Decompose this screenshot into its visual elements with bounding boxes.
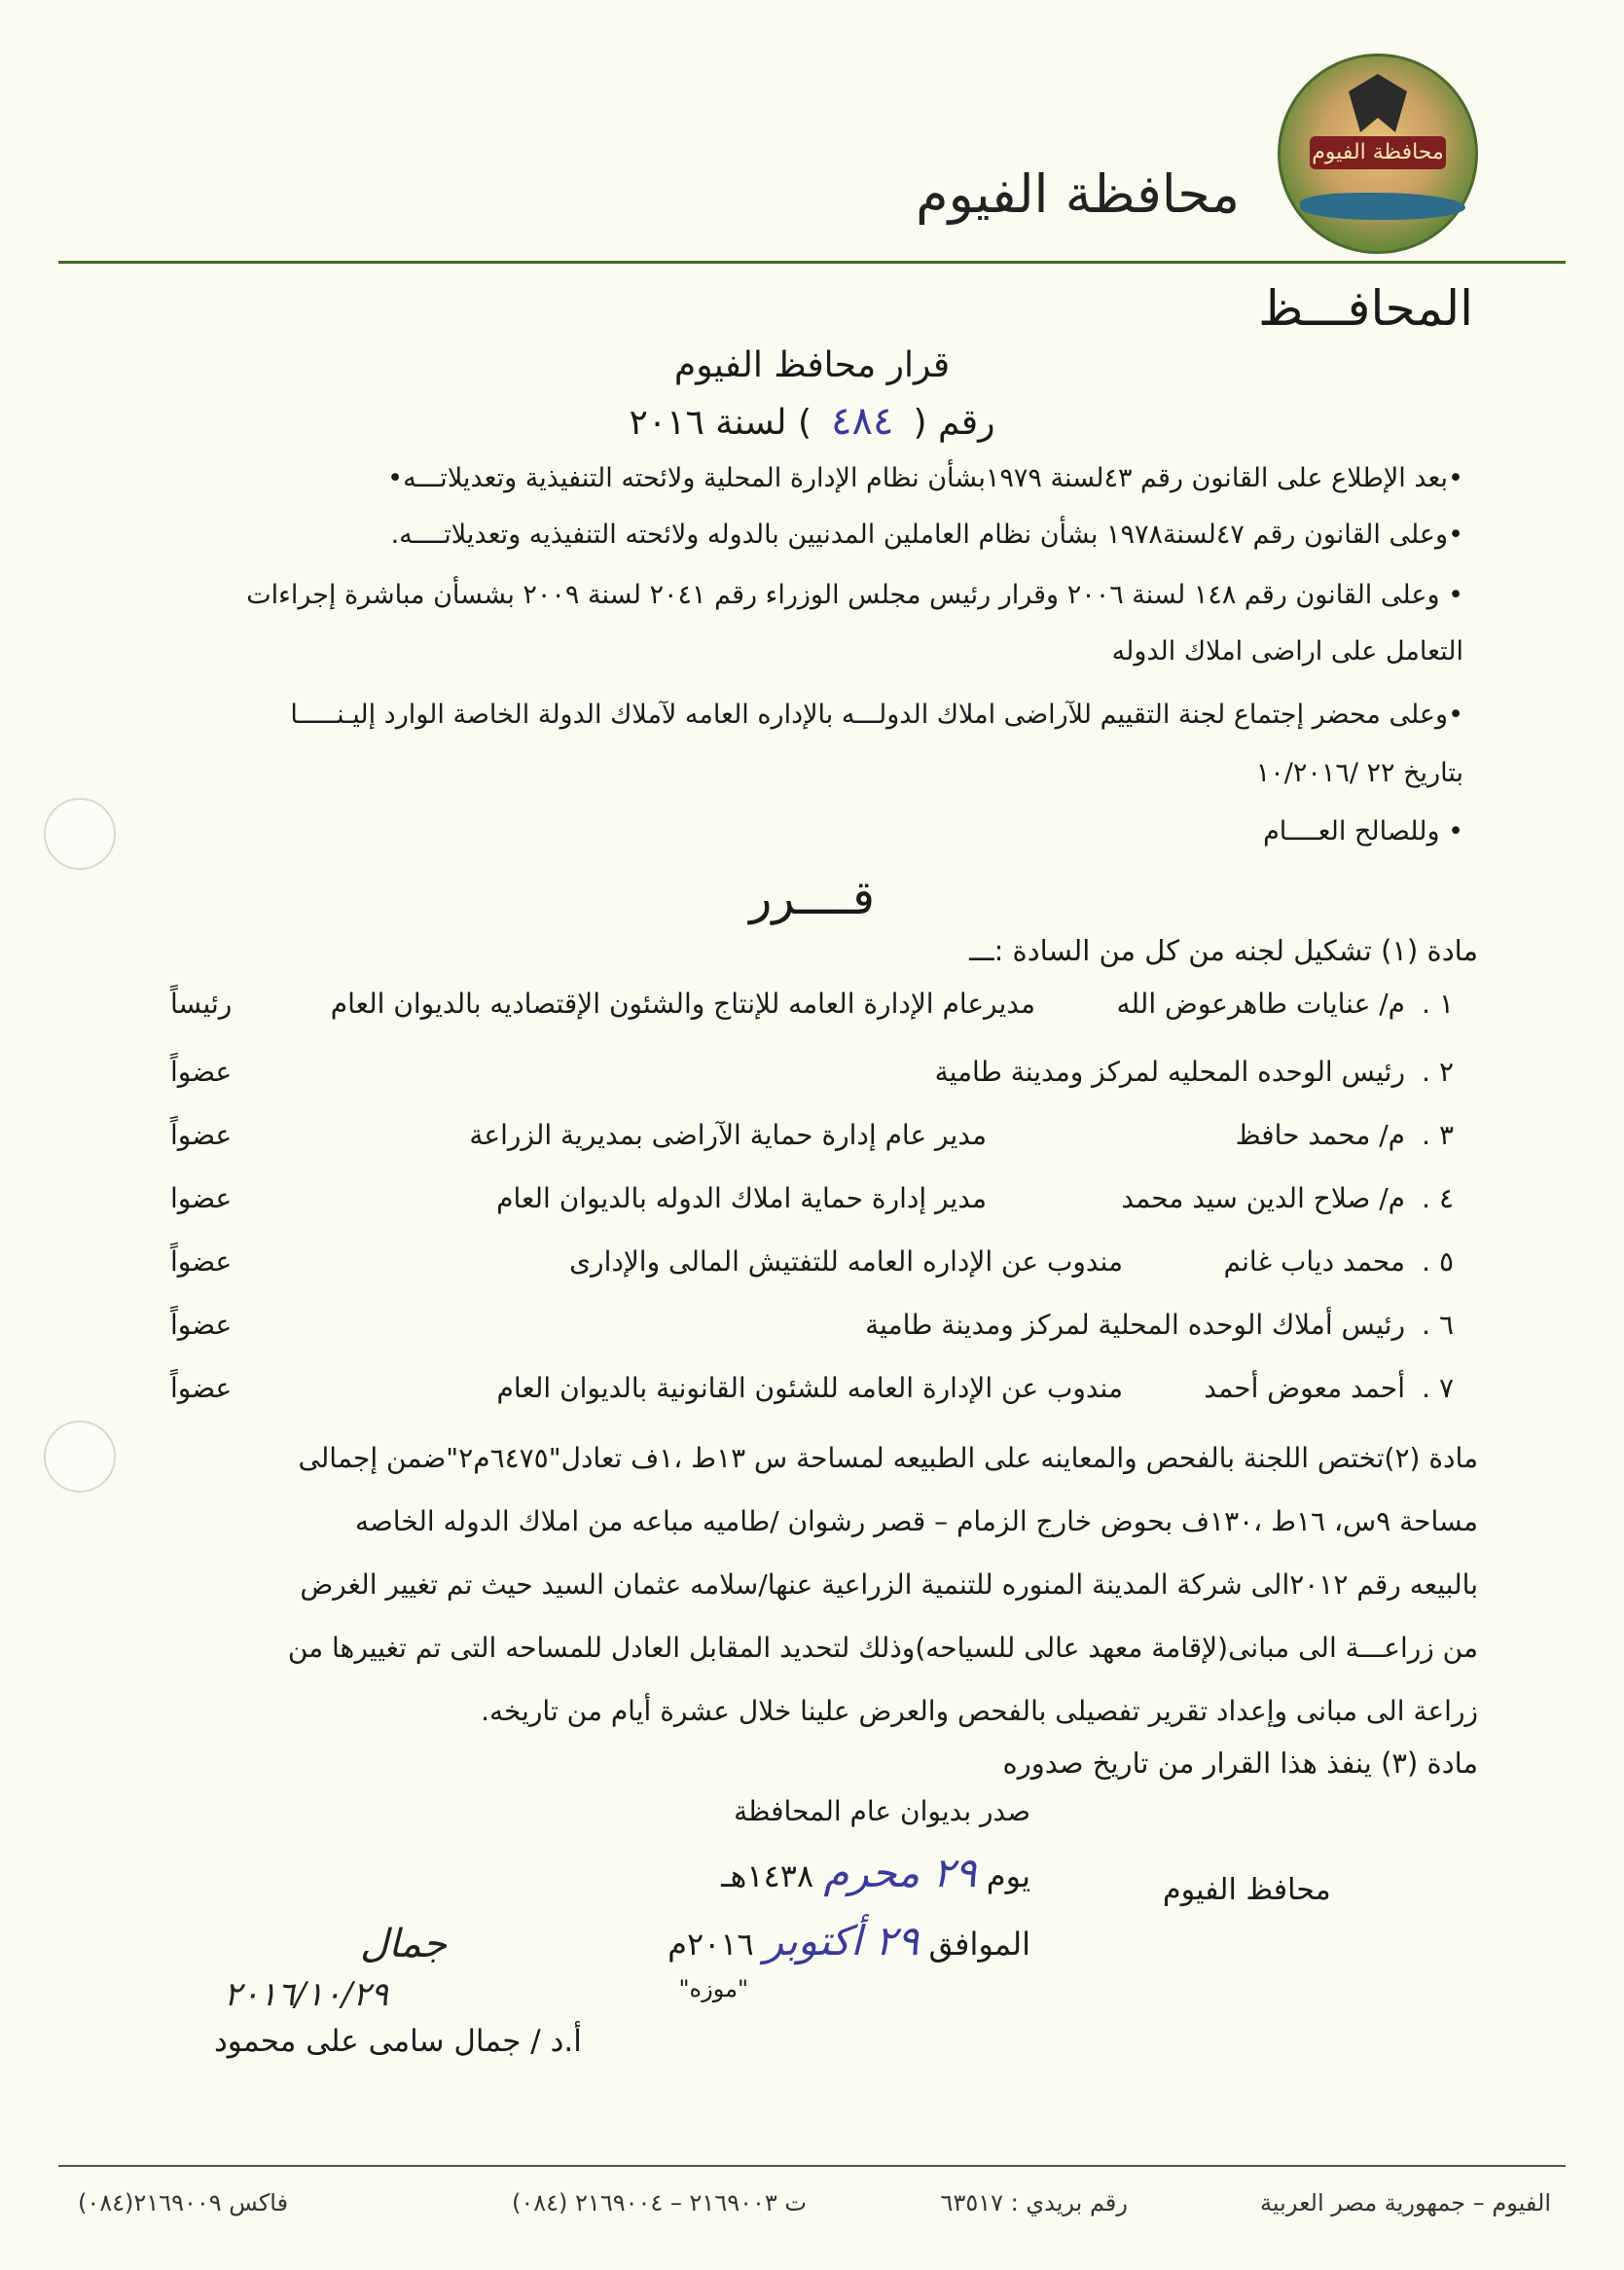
member-number: ٢ . bbox=[1422, 1056, 1454, 1088]
decree-number-prefix: رقم ( bbox=[913, 403, 995, 443]
member-role: عضواً bbox=[170, 1372, 233, 1404]
footer-phone: ت ٢١٦٩٠٠٣ – ٢١٦٩٠٠٤ (٠٨٤) bbox=[511, 2189, 807, 2216]
punch-hole-top bbox=[44, 798, 116, 870]
footer-postal: رقم بريدي : ٦٣٥١٧ bbox=[940, 2189, 1128, 2216]
member-number: ٤ . bbox=[1422, 1182, 1454, 1214]
issued-corr-handwritten: ٢٩ أكتوبر bbox=[763, 1917, 920, 1964]
issued-line: صدر بديوان عام المحافظة bbox=[734, 1795, 1030, 1827]
decree-heading: قــــرر bbox=[749, 871, 875, 925]
member-name: رئيس الوحده المحليه لمركز ومدينة طامية bbox=[934, 1056, 1405, 1088]
member-number: ١ . bbox=[1422, 988, 1454, 1020]
issued-initials: "موزه" bbox=[678, 1975, 748, 2002]
member-row bbox=[170, 988, 1454, 1027]
member-role: رئيساً bbox=[170, 988, 233, 1020]
member-name: م/ محمد حافظ bbox=[1235, 1119, 1405, 1151]
eagle-emblem-icon bbox=[1349, 74, 1407, 132]
member-role: عضواً bbox=[170, 1056, 233, 1088]
member-role: عضواً bbox=[170, 1119, 233, 1151]
member-position: مدير إدارة حماية املاك الدوله بالديوان العام bbox=[496, 1182, 987, 1214]
issued-greg-year: ٢٠١٦م bbox=[668, 1926, 754, 1963]
member-name: رئيس أملاك الوحده المحلية لمركز ومدينة طامية bbox=[865, 1309, 1405, 1341]
preamble-line: •وعلى القانون رقم ٤٧لسنة١٩٧٨ بشأن نظام العاملين المدنيين بالدوله ولائحته التنفيذيه وتعديلاتــــه. bbox=[390, 520, 1463, 550]
governorate-title: محافظة الفيوم bbox=[916, 163, 1240, 225]
decree-title: قرار محافظ الفيوم bbox=[673, 345, 951, 385]
footer-divider bbox=[58, 2165, 1566, 2167]
article2-line: بالبيعه رقم ٢٠١٢الى شركة المدينة المنوره للتنمية الزراعية عنها/سلامه عثمان السيد حيث تم تغيير الغرض bbox=[300, 1568, 1478, 1601]
member-row bbox=[170, 1245, 1454, 1284]
article2-line: مساحة ٩س، ١٦ط ،١٣٠ف بحوض خارج الزمام – قصر رشوان /طاميه مباعه من املاك الدوله الخاصه bbox=[355, 1505, 1478, 1537]
issued-gregorian-date bbox=[668, 1917, 1030, 1964]
decree-number-handwritten: ٤٨٤ bbox=[831, 399, 894, 444]
member-position: مندوب عن الإدارة العامه للشئون القانونية بالديوان العام bbox=[496, 1372, 1123, 1404]
member-position: مندوب عن الإداره العامه للتفتيش المالى والإدارى bbox=[569, 1245, 1123, 1278]
issued-hijri-date bbox=[721, 1849, 1030, 1896]
member-name: م/ عنايات طاهرعوض الله bbox=[1116, 988, 1405, 1020]
handwritten-signature: جمال bbox=[360, 1922, 448, 1966]
member-name: محمد دياب غانم bbox=[1223, 1245, 1405, 1278]
signature-date-handwritten: ٢٠١٦/١٠/٢٩ bbox=[224, 1975, 389, 2014]
member-name: م/ صلاح الدين سيد محمد bbox=[1121, 1182, 1405, 1214]
lake-emblem-icon bbox=[1300, 193, 1465, 220]
punch-hole-bottom bbox=[44, 1421, 116, 1493]
article2-line: زراعة الى مبانى وإعداد تقرير تفصيلى بالفحص والعرض علينا خلال عشرة أيام من تاريخه. bbox=[481, 1695, 1478, 1727]
member-row bbox=[170, 1309, 1454, 1348]
member-role: عضواً bbox=[170, 1309, 233, 1341]
member-row bbox=[170, 1056, 1454, 1095]
issued-day-prefix: يوم bbox=[986, 1857, 1030, 1894]
issued-hijri-year: ١٤٣٨هـ bbox=[721, 1857, 814, 1894]
member-name: أحمد معوض أحمد bbox=[1204, 1372, 1405, 1404]
footer-address: الفيوم – جمهورية مصر العربية bbox=[1260, 2189, 1551, 2216]
member-row bbox=[170, 1372, 1454, 1411]
member-row bbox=[170, 1119, 1454, 1158]
article1-intro: مادة (١) تشكيل لجنه من كل من السادة :ـــ bbox=[969, 934, 1478, 967]
preamble-line: بتاريخ ٢٢ /١٠/٢٠١٦ bbox=[1255, 758, 1463, 788]
member-role: عضواً bbox=[170, 1245, 233, 1278]
issued-corr-prefix: الموافق bbox=[928, 1926, 1030, 1963]
member-number: ٦ . bbox=[1422, 1309, 1454, 1341]
member-number: ٧ . bbox=[1422, 1372, 1454, 1404]
signature-title bbox=[1163, 1873, 1331, 1907]
article2-line: من زراعـــة الى مبانى(لإقامة معهد عالى للسياحه)وذلك لتحديد المقابل العادل للمساحه التى تم تغييرها من bbox=[287, 1632, 1478, 1664]
article2-line: مادة (٢)تختص اللجنة بالفحص والمعاينه على الطبيعه لمساحة س ١٣ط ،١ف تعادل"٦٤٧٥م٢"ضمن إجمالى bbox=[298, 1442, 1478, 1474]
preamble-line: •وعلى محضر إجتماع لجنة التقييم للآراضى املاك الدولـــه بالإداره العامه لآملاك الدولة الخاصة الوارد إليـنـــــا bbox=[290, 700, 1463, 730]
member-role: عضوا bbox=[170, 1182, 233, 1214]
issued-day-handwritten: ٢٩ محرم bbox=[823, 1849, 977, 1896]
governor-name: أ.د / جمال سامى على محمود bbox=[214, 2024, 582, 2059]
member-number: ٥ . bbox=[1422, 1245, 1454, 1278]
decree-number bbox=[0, 399, 1624, 444]
preamble-line: • وللصالح العــــام bbox=[1263, 816, 1463, 847]
office-title: المحافـــظ bbox=[1258, 280, 1473, 337]
preamble-line: •بعد الإطلاع على القانون رقم ٤٣لسنة ١٩٧٩بشأن نظام الإدارة المحلية ولائحته التنفيذية وتعديلاتـــه• bbox=[387, 463, 1463, 493]
member-row bbox=[170, 1182, 1454, 1221]
preamble-line: التعامل على اراضى املاك الدوله bbox=[1111, 636, 1463, 667]
decree-number-suffix: ) لسنة ٢٠١٦ bbox=[629, 403, 812, 443]
preamble-line: • وعلى القانون رقم ١٤٨ لسنة ٢٠٠٦ وقرار رئيس مجلس الوزراء رقم ٢٠٤١ لسنة ٢٠٠٩ بشسأن مباشرة إجراءات bbox=[246, 580, 1463, 610]
signature-title-text: محافظ الفيوم bbox=[1163, 1873, 1331, 1907]
footer-fax: فاكس ٢١٦٩٠٠٩(٠٨٤) bbox=[78, 2189, 289, 2216]
governorate-seal-logo bbox=[1278, 54, 1478, 254]
member-number: ٣ . bbox=[1422, 1119, 1454, 1151]
header-divider bbox=[58, 261, 1566, 264]
article3: مادة (٣) ينفذ هذا القرار من تاريخ صدوره bbox=[1002, 1747, 1478, 1780]
seal-ribbon-text: محافظة الفيوم bbox=[1310, 136, 1446, 169]
member-position: مدير عام إدارة حماية الآراضى بمديرية الزراعة bbox=[469, 1119, 987, 1151]
member-position: مديرعام الإدارة العامه للإنتاج والشئون الإقتصاديه بالديوان العام bbox=[330, 988, 1035, 1020]
